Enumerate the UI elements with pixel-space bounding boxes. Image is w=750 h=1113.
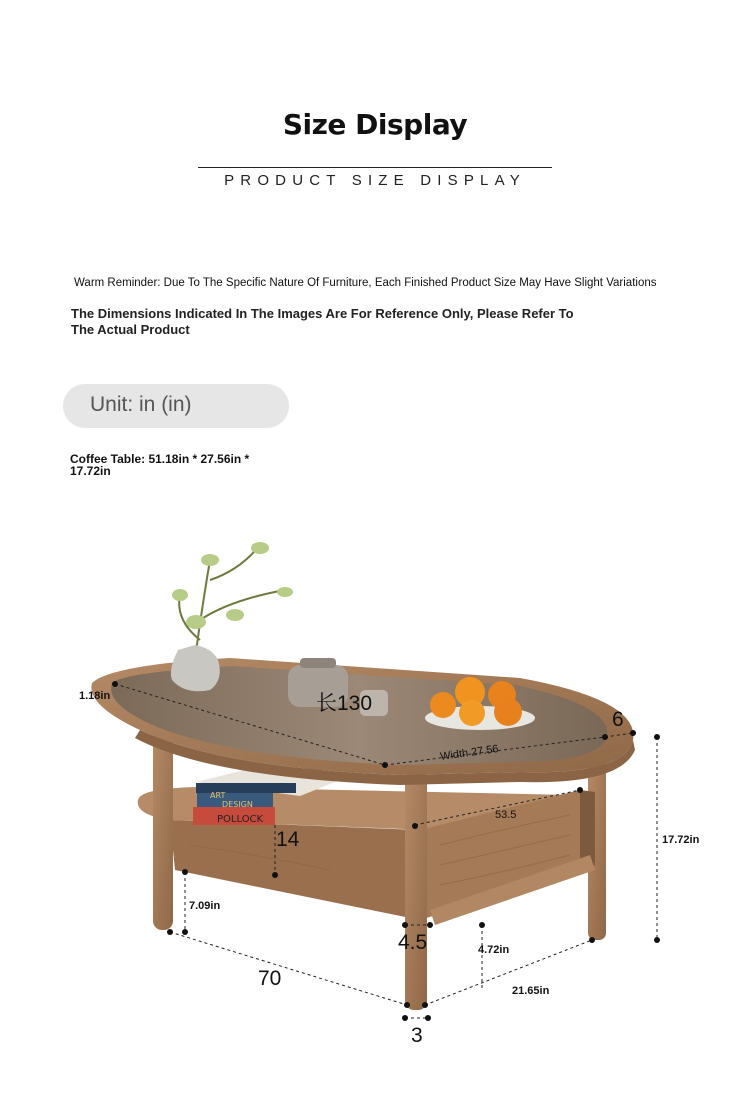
top-side-label: 6 xyxy=(612,708,624,731)
title-divider xyxy=(198,167,552,168)
bottom-clearance-label: 4.72in xyxy=(478,944,510,956)
base-depth-label: 21.65in xyxy=(512,985,550,997)
book-label-middle: DESIGN xyxy=(222,800,253,809)
page-title: Size Display xyxy=(282,108,468,141)
reference-note: The Dimensions Indicated In The Images Are For Reference Only, Please Refer To The Actual Product xyxy=(71,306,574,337)
drawer-width-label: 53.5 xyxy=(495,809,517,821)
coffee-table-illustration xyxy=(0,500,750,1060)
left-leg xyxy=(153,725,173,930)
shelf-height-label: 14 xyxy=(276,828,300,851)
unit-badge xyxy=(63,384,289,428)
product-size-text: Coffee Table: 51.18in * 27.56in * 17.72in xyxy=(70,452,250,478)
coffee-table-drawing xyxy=(0,500,750,1060)
warm-reminder-text: Warm Reminder: Due To The Specific Nature Of Furniture, Each Finished Product Size May Have Slight Variations xyxy=(74,277,657,289)
front-leg xyxy=(405,770,427,1010)
length-label: 长130 xyxy=(316,692,373,715)
book-label-top: ART xyxy=(210,791,226,800)
width-label: Width 27.56 xyxy=(439,742,500,764)
unit-label: Unit: in (in) xyxy=(90,393,192,416)
top-thickness-label: 1.18in xyxy=(79,690,111,702)
page-subtitle: PRODUCT SIZE DISPLAY xyxy=(224,172,526,189)
base-clearance-label: 7.09in xyxy=(189,900,221,912)
leg-offset-label: 4.5 xyxy=(398,931,428,954)
book-label-bottom: POLLOCK xyxy=(217,814,264,825)
base-length-label: 70 xyxy=(258,967,282,990)
total-height-label: 17.72in xyxy=(662,834,700,846)
leg-width-label: 3 xyxy=(411,1024,423,1047)
